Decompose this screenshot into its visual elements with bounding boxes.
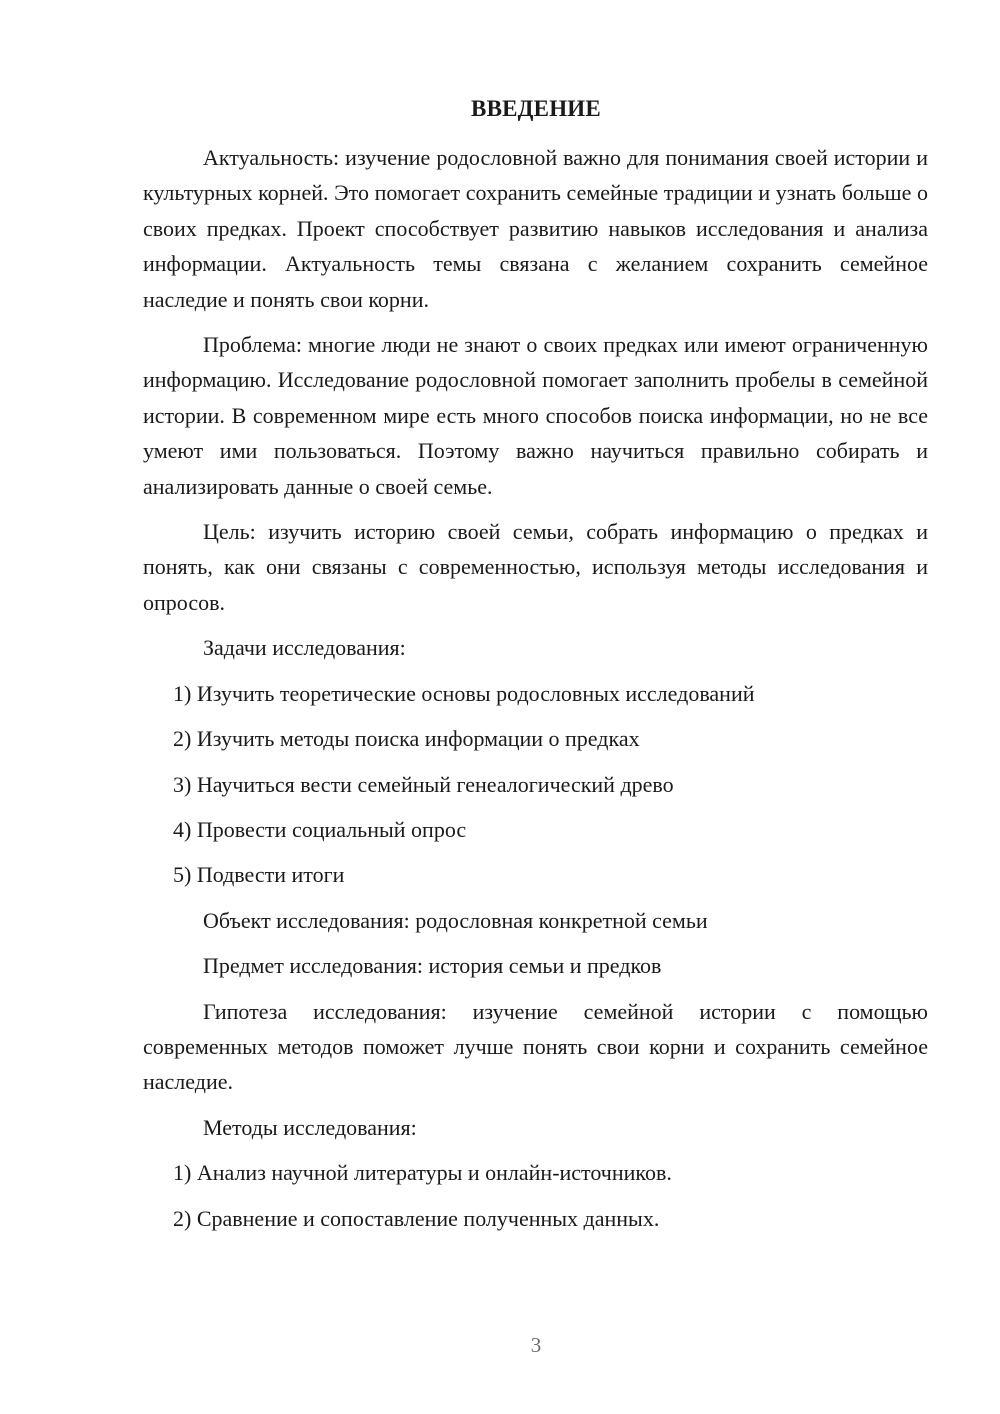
research-subject: Предмет исследования: история семьи и предков (203, 953, 662, 979)
method-item-2: 2) Сравнение и сопоставление полученных данных. (173, 1205, 660, 1231)
research-object: Объект исследования: родословная конкретной семьи (203, 907, 708, 933)
task-item-2: 2) Изучить методы поиска информации о предках (173, 726, 640, 752)
section-title: ВВЕДЕНИЕ (471, 96, 601, 121)
page-number: 3 (530, 1333, 542, 1357)
goal-paragraph: Цель: изучить историю своей семьи, собрать информацию о предках и понять, как они связаны с современностью, используя методы исследования и опросов. (143, 519, 928, 615)
hypothesis-paragraph: Гипотеза исследования: изучение семейной истории с помощью современных методов поможет лучше понять свои корни и сохранить семейное наследие. (143, 998, 928, 1095)
problem-paragraph: Проблема: многие люди не знают о своих предках или имеют ограниченную информацию. Исследование родословной помогает заполнить пробелы в семейной истории. В современном мире есть много способов поиска информации, но не все умеют ими пользоваться. Поэтому важно научиться правильно собирать и анализировать данные о своей семье. (143, 332, 928, 499)
task-item-4: 4) Провести социальный опрос (173, 816, 467, 842)
task-item-5: 5) Подвести итоги (173, 862, 345, 888)
page-body (143, 140, 928, 1246)
methods-heading: Методы исследования: (203, 1114, 417, 1140)
task-item-3: 3) Научиться вести семейный генеалогический древо (173, 771, 674, 797)
relevance-paragraph: Актуальность: изучение родословной важно для понимания своей истории и культурных корней. Это помогает сохранить семейные традиции и узнать больше о своих предках. Проект способствует развитию навыков исследования и анализа информации. Актуальность темы связана с желанием сохранить семейное наследие и понять свои корни. (143, 145, 928, 312)
method-item-1: 1) Анализ научной литературы и онлайн-источников. (173, 1160, 672, 1186)
tasks-heading: Задачи исследования: (203, 635, 406, 661)
task-item-1: 1) Изучить теоретические основы родословных исследований (173, 680, 755, 706)
